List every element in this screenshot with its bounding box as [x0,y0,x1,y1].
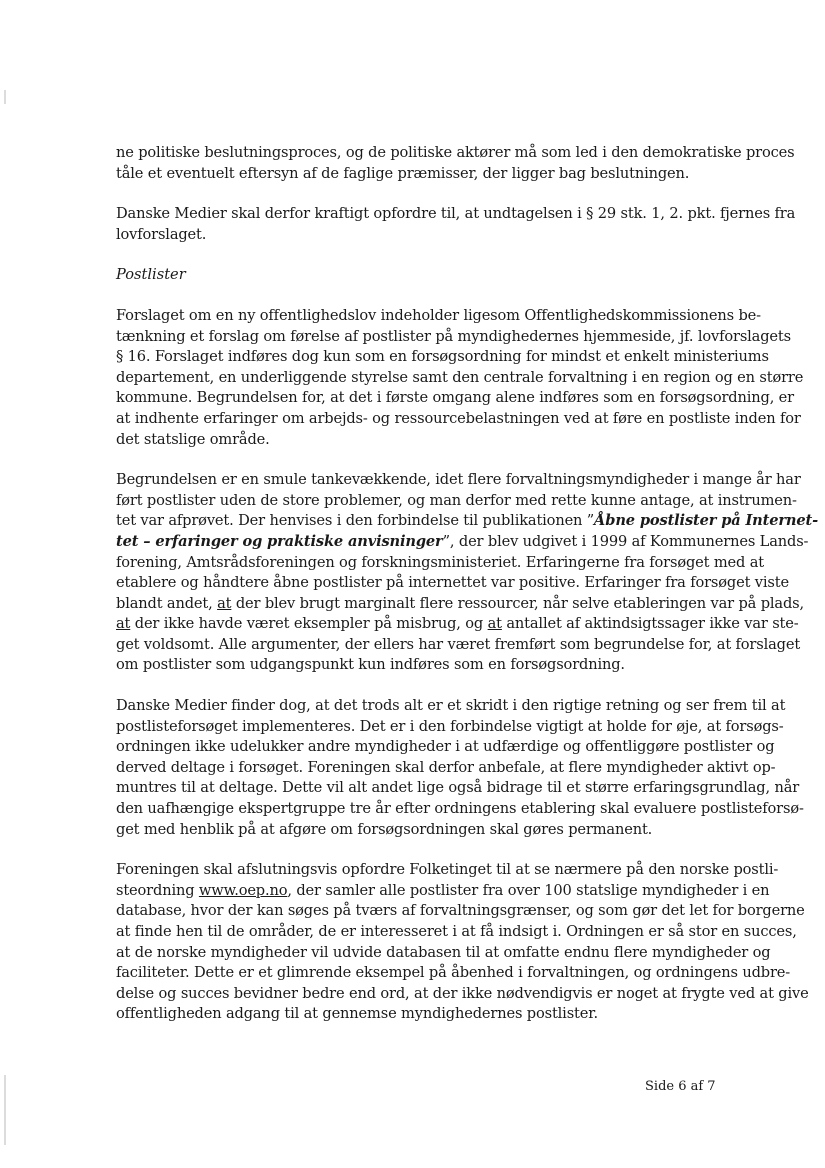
text-line [116,881,770,902]
text-line: om postlister som udgangspunkt kun indføres som en forsøgsordning. [116,656,625,674]
text-segment: steordning [116,881,199,899]
text-line: get voldsomt. Alle argumenter, der ellers har været fremført som begrundelse for, at forslaget [116,635,801,653]
underlined-word: at [116,615,131,633]
text-line: etablere og håndtere åbne postlister på internettet var positive. Erfaringer fra forsøget viste [116,574,789,592]
paragraph-recommendation [116,204,796,245]
text-line: database, hvor der kan søges på tværs af forvaltningsgrænser, og som gør det let for borgerne [116,902,805,920]
paragraph-intro-continuation [116,143,795,184]
scan-margin-mark [4,1075,6,1145]
text-line: den uafhængige ekspertgruppe tre år efter ordningens etablering skal evaluere postlisteforsø- [116,800,804,818]
text-line: postlisteforsøget implementeres. Det er i den forbindelse vigtigt at holde for øje, at forsøgs- [116,717,784,735]
page-number: Side 6 af 7 [645,1079,716,1094]
text-segment: der ikke havde været eksempler på misbrug, og [130,615,488,633]
text-segment: blandt andet, [116,594,218,612]
paragraph-norwegian-model [116,860,809,1025]
underlined-word: at [487,615,502,633]
paragraph-reasoning [116,470,818,676]
text-line: at finde hen til de områder, de er interesseret i at få indsigt i. Ordningen er så stor en succes, [116,923,797,940]
text-line: det statslige område. [116,430,270,448]
text-line: lovforslaget. [116,225,207,243]
text-line: ordningen ikke udelukker andre myndigheder i at udfærdige og offentliggøre postlister og [116,738,775,756]
text-line: at indhente erfaringer om arbejds- og ressourcebelastningen ved at føre en postliste inden for [116,409,801,427]
document-page [116,143,818,1045]
text-segment: tet var afprøvet. Der henvises i den forbindelse til publikationen ” [116,512,595,530]
publication-title: tet – erfaringer og praktiske anvisninger [116,532,443,550]
text-line: tåle et eventuelt eftersyn af de faglige præmisser, der ligger bag beslutningen. [116,164,690,182]
text-line [116,511,818,532]
text-segment: , der samler alle postlister fra over 100 statslige myndigheder i en [287,881,770,899]
text-line: Foreningen skal afslutningsvis opfordre Folketinget til at se nærmere på den norske postli- [116,861,779,879]
text-line: derved deltage i forsøget. Foreningen skal derfor anbefale, at flere myndigheder aktivt op- [116,758,776,776]
text-line: delse og succes bevidner bedre end ord, at der ikke nødvendigvis er noget at frygte ved at give [116,984,809,1002]
text-line: faciliteter. Dette er et glimrende eksempel på åbenhed i forvaltningen, og ordningens udbre- [116,964,791,982]
scan-margin-mark [4,90,6,104]
section-heading-postlister: Postlister [116,266,186,284]
text-line: Begrundelsen er en smule tankevækkende, idet flere forvaltningsmyndigheder i mange år har [116,471,801,489]
text-line: ne politiske beslutningsproces, og de politiske aktører må som led i den demokratiske proces [116,144,795,161]
text-line: muntres til at deltage. Dette vil alt andet lige også bidrage til et større erfaringsgrundlag, når [116,779,800,797]
text-line: departement, en underliggende styrelse samt den centrale forvaltning i en region og en større [116,368,804,386]
text-line: get med henblik på at afgøre om forsøgsordningen skal gøres permanent. [116,820,653,838]
paragraph-danske-medier-view [116,696,804,840]
text-line: Danske Medier skal derfor kraftigt opfordre til, at undtagelsen i § 29 stk. 1, 2. pkt. fjernes fra [116,205,796,223]
text-line: § 16. Forslaget indføres dog kun som en forsøgsordning for mindst et enkelt ministeriums [116,348,769,366]
text-line: at de norske myndigheder vil udvide databasen til at omfatte endnu flere myndigheder og [116,943,771,961]
text-segment: ”, der blev udgivet i 1999 af Kommunernes Lands- [442,532,809,550]
text-line: forening, Amtsrådsforeningen og forskningsministeriet. Erfaringerne fra forsøget med at [116,553,764,571]
text-line [116,532,809,553]
underlined-word: at [217,594,232,612]
text-line: ført postlister uden de store problemer, og man derfor med rette kunne antage, at instrumen- [116,491,797,509]
text-line: Danske Medier finder dog, at det trods alt er et skridt i den rigtige retning og ser frem til at [116,697,786,715]
text-line: tænkning et forslag om førelse af postlister på myndighedernes hjemmeside, jf. lovforslagets [116,327,791,345]
text-segment: der blev brugt marginalt flere ressourcer, når selve etableringen var på plads, [231,594,804,612]
publication-title: Åbne postlister på Internet- [594,512,818,530]
text-line [116,614,799,635]
text-line: offentligheden adgang til at gennemse myndighedernes postlister. [116,1005,598,1023]
paragraph-postlister-proposal [116,306,804,450]
text-line: Forslaget om en ny offentlighedslov indeholder ligesom Offentlighedskommissionens be- [116,306,761,324]
oep-link[interactable]: www.oep.no [198,881,288,899]
text-line: kommune. Begrundelsen for, at det i første omgang alene indføres som en forsøgsordning, er [116,389,794,407]
text-line [116,594,804,615]
text-segment: antallet af aktindsigtssager ikke var ste- [501,615,799,633]
